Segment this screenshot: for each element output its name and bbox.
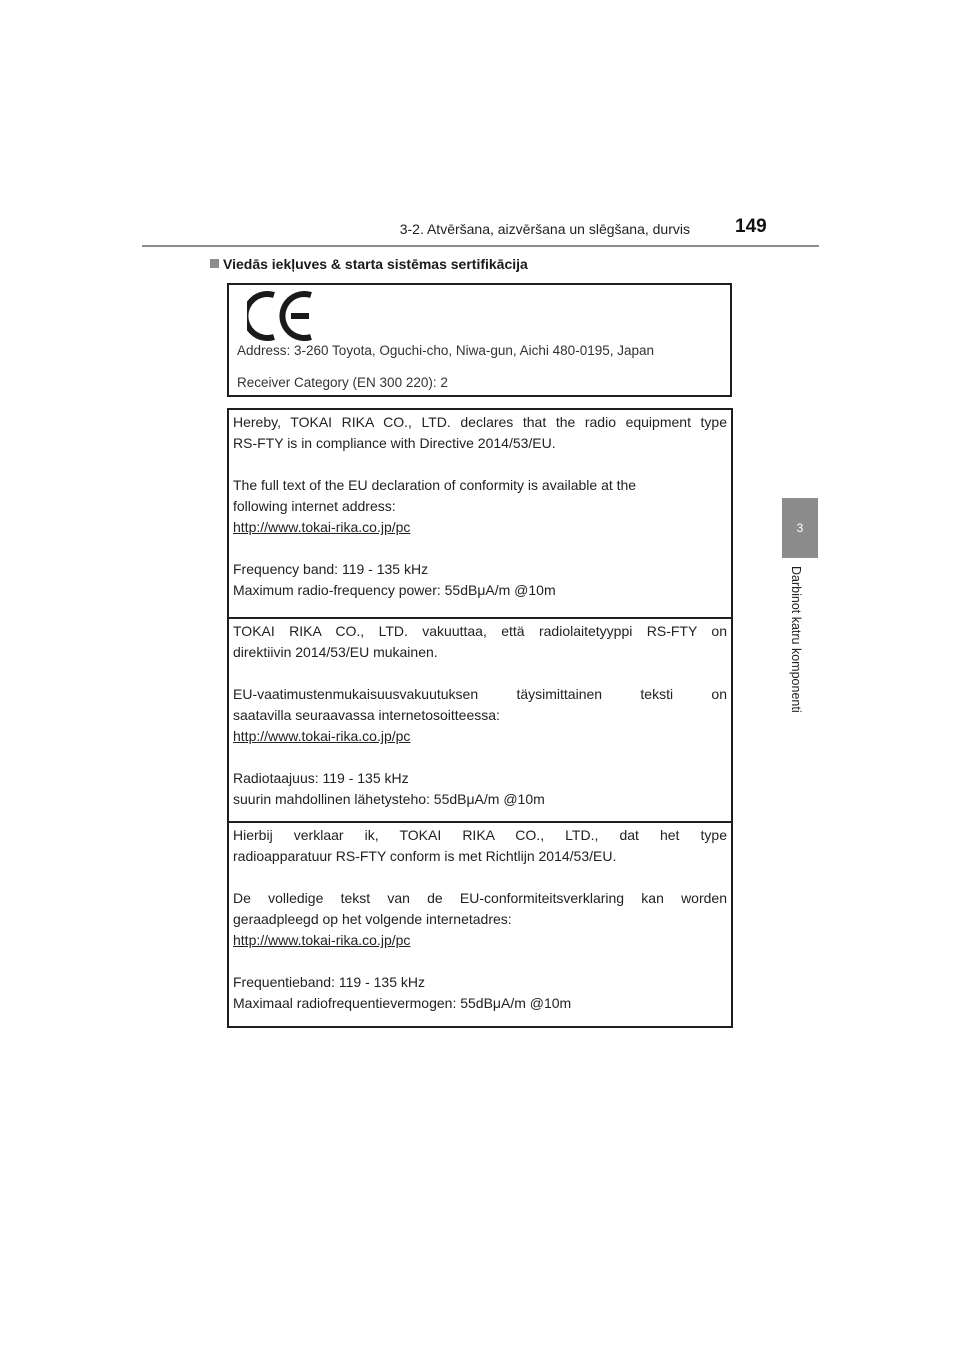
page-number: 149 [735,216,767,237]
max-power: suurin mahdollinen lähetysteho: 55dBμA/m @10m [233,791,545,807]
chapter-number: 3 [796,521,804,535]
declaration-line: direktiivin 2014/53/EU mukainen. [233,644,438,660]
declaration-line: EU-vaatimustenmukaisuusvakuutuksen täysimittainen teksti on [233,686,727,702]
declaration-line: geraadpleegd op het volgende internetadres: [233,911,512,927]
declaration-line: RS-FTY is in compliance with Directive 2014/53/EU. [233,435,556,451]
declaration-line: saatavilla seuraavassa internetosoitteessa: [233,707,500,723]
declaration-box [227,408,733,1028]
frequency-band: Frequency band: 119 - 135 kHz [233,561,429,577]
manufacturer-address: Address: 3-260 Toyota, Oguchi-cho, Niwa-gun, Aichi 480-0195, Japan [237,343,655,358]
declaration-dutch [229,825,731,1014]
ce-label-box [227,283,732,397]
section-divider [229,821,731,823]
frequency-band: Frequentieband: 119 - 135 kHz [233,974,425,990]
section-divider [229,617,731,619]
declaration-line: De volledige tekst van de EU-conformiteitsverklaring kan worden [233,890,727,906]
declaration-url-link[interactable]: http://www.tokai-rika.co.jp/pc [233,728,411,744]
heading-bullet-icon [210,259,219,268]
section-heading [210,256,528,272]
declaration-line: The full text of the EU declaration of conformity is available at the [233,477,637,493]
declaration-english [229,412,731,601]
ce-mark-icon [247,291,315,341]
declaration-line: radioapparatuur RS-FTY conform is met Richtlijn 2014/53/EU. [233,848,617,864]
header-divider [142,245,819,247]
chapter-title-vertical: Darbinot katru komponenti [789,566,803,713]
max-power: Maximaal radiofrequentievermogen: 55dBμA/m @10m [233,995,572,1011]
frequency-band: Radiotaajuus: 119 - 135 kHz [233,770,409,786]
declaration-line: following internet address: [233,498,396,514]
declaration-line: TOKAI RIKA CO., LTD. vakuuttaa, että radiolaitetyyppi RS-FTY on [233,623,727,639]
declaration-line: Hereby, TOKAI RIKA CO., LTD. declares that the radio equipment type [233,414,727,430]
section-heading-text: Viedās iekļuves & starta sistēmas sertifikācija [223,256,528,272]
max-power: Maximum radio-frequency power: 55dBμA/m @10m [233,582,556,598]
declaration-url-link[interactable]: http://www.tokai-rika.co.jp/pc [233,932,411,948]
declaration-line: Hierbij verklaar ik, TOKAI RIKA CO., LTD., dat het type [233,827,727,843]
receiver-category: Receiver Category (EN 300 220): 2 [237,375,448,390]
declaration-finnish [229,621,731,810]
running-header-title: 3-2. Atvēršana, aizvēršana un slēgšana, durvis [399,221,690,237]
chapter-tab [782,498,818,558]
declaration-url-link[interactable]: http://www.tokai-rika.co.jp/pc [233,519,411,535]
